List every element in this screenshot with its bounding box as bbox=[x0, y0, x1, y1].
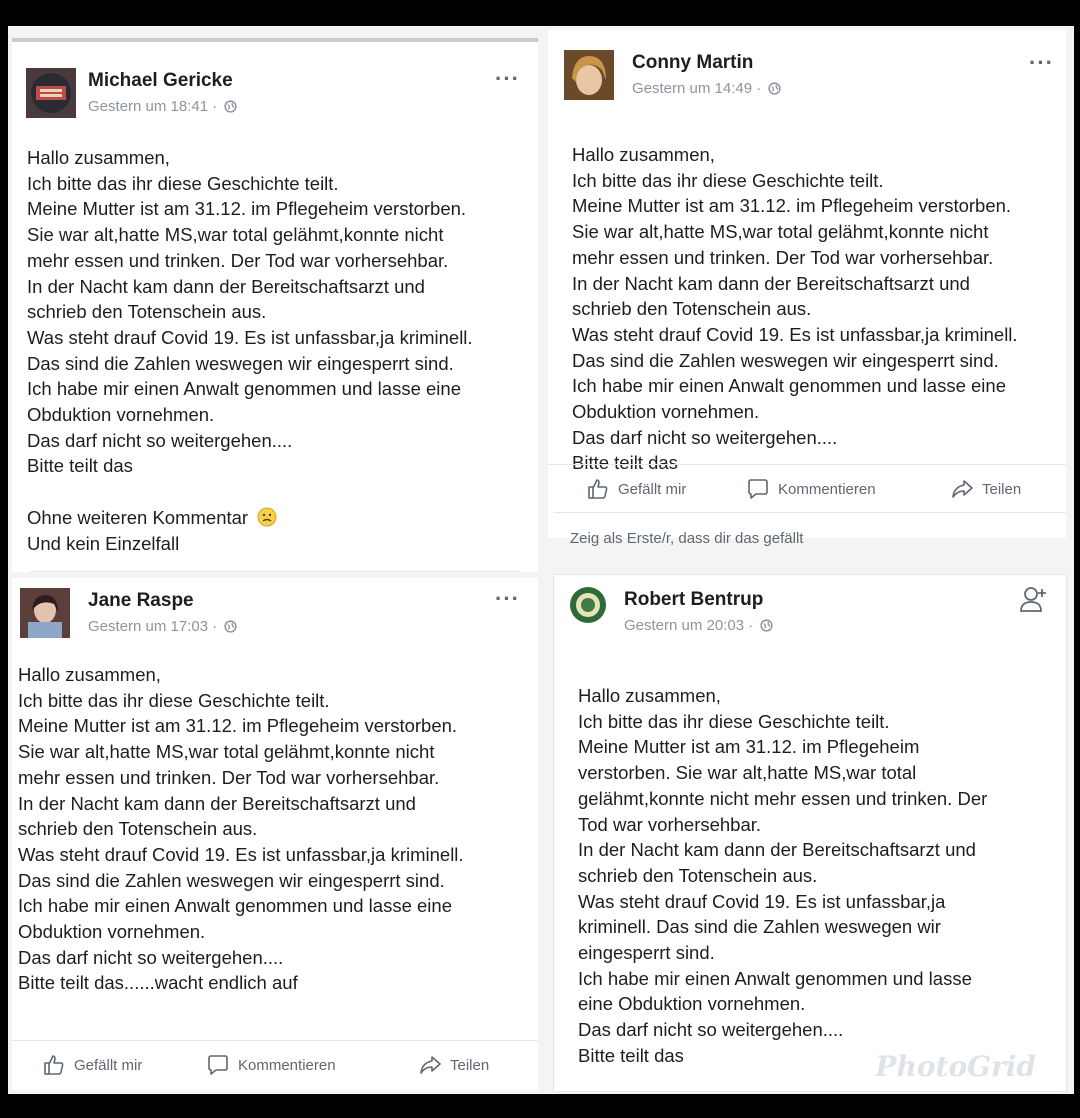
body-line: In der Nacht kam dann der Bereitschaftsarzt und bbox=[27, 275, 425, 297]
body-line: Ich bitte das ihr diese Geschichte teilt. bbox=[572, 169, 884, 191]
body-line: Ich bitte das ihr diese Geschichte teilt. bbox=[578, 710, 890, 732]
post-body bbox=[18, 662, 530, 996]
body-line: Hallo zusammen, bbox=[27, 147, 170, 168]
body-line: schrieb den Totenschein aus. bbox=[18, 818, 258, 840]
post-actions bbox=[548, 464, 1066, 513]
post-robert-bentrup bbox=[553, 574, 1067, 1092]
post-header bbox=[12, 578, 538, 658]
body-line: Ich bitte das ihr diese Geschichte teilt. bbox=[27, 172, 339, 194]
body-line: Sie war alt,hatte MS,war total gelähmt,konnte nicht bbox=[27, 224, 444, 246]
more-options-icon[interactable]: ··· bbox=[1029, 50, 1054, 75]
body-line: Ich bitte das ihr diese Geschichte teilt. bbox=[18, 689, 330, 711]
timestamp-text: Gestern um 17:03 · bbox=[88, 618, 218, 635]
likes-hint[interactable]: Zeig als Erste/r, dass dir das gefällt bbox=[570, 530, 804, 547]
body-line: Obduktion vornehmen. bbox=[572, 401, 760, 423]
globe-icon bbox=[768, 82, 781, 95]
post-jane-raspe bbox=[12, 578, 538, 1090]
avatar[interactable] bbox=[26, 68, 76, 118]
body-line: Das sind die Zahlen weswegen wir eingesperrt sind. bbox=[572, 349, 999, 371]
collage-canvas bbox=[8, 26, 1074, 1094]
avatar[interactable] bbox=[20, 588, 70, 638]
globe-icon bbox=[760, 619, 773, 632]
post-michael-gericke bbox=[12, 38, 538, 572]
body-line: Bitte teilt das bbox=[27, 455, 133, 477]
body-line: Meine Mutter ist am 31.12. im Pflegeheim verstorben. bbox=[18, 715, 458, 737]
body-line: Und kein Einzelfall bbox=[27, 532, 180, 554]
post-timestamp[interactable] bbox=[624, 617, 773, 634]
body-line: Ich habe mir einen Anwalt genommen und lasse eine bbox=[18, 895, 452, 917]
body-line bbox=[27, 505, 530, 531]
thumbs-up-icon bbox=[586, 477, 610, 501]
avatar[interactable] bbox=[570, 587, 606, 623]
body-line bbox=[27, 479, 530, 505]
author-name[interactable]: Robert Bentrup bbox=[624, 589, 764, 610]
body-line: Hallo zusammen, bbox=[572, 144, 715, 165]
body-line: Ich habe mir einen Anwalt genommen und lasse eine bbox=[572, 375, 1006, 397]
thumbs-up-icon bbox=[42, 1053, 66, 1077]
share-icon bbox=[950, 477, 974, 501]
body-line: Das sind die Zahlen weswegen wir eingesperrt sind. bbox=[18, 869, 445, 891]
share-button[interactable] bbox=[950, 477, 1021, 501]
body-line: Was steht drauf Covid 19. Es ist unfassbar,ja kriminell. bbox=[27, 326, 473, 348]
body-line: Obduktion vornehmen. bbox=[18, 921, 206, 943]
body-line: Bitte teilt das......wacht endlich auf bbox=[18, 972, 298, 994]
body-line: Meine Mutter ist am 31.12. im Pflegeheim verstorben. bbox=[27, 198, 467, 220]
post-conny-martin bbox=[548, 30, 1066, 547]
body-line: Bitte teilt das bbox=[578, 1044, 684, 1066]
post-divider bbox=[554, 512, 1066, 513]
body-line: Tod war vorhersehbar. bbox=[578, 813, 762, 835]
avatar[interactable] bbox=[564, 50, 614, 100]
post-timestamp[interactable] bbox=[88, 618, 237, 635]
post-body bbox=[578, 683, 1058, 1069]
body-line: schrieb den Totenschein aus. bbox=[572, 298, 812, 320]
like-button[interactable] bbox=[586, 477, 686, 501]
photogrid-watermark: PhotoGrid bbox=[875, 1050, 1036, 1083]
like-label: Gefällt mir bbox=[74, 1056, 143, 1074]
body-line: Sie war alt,hatte MS,war total gelähmt,konnte nicht bbox=[572, 221, 989, 243]
comment-button[interactable] bbox=[746, 477, 876, 501]
more-options-icon[interactable]: ··· bbox=[495, 586, 520, 611]
comment-label: Kommentieren bbox=[238, 1056, 336, 1074]
post-timestamp[interactable] bbox=[632, 80, 781, 97]
post-timestamp[interactable] bbox=[88, 98, 237, 115]
timestamp-text: Gestern um 20:03 · bbox=[624, 617, 754, 634]
body-line: schrieb den Totenschein aus. bbox=[27, 301, 267, 323]
post-actions bbox=[12, 1040, 538, 1089]
body-line: eine Obduktion vornehmen. bbox=[578, 993, 806, 1015]
comment-button[interactable] bbox=[206, 1053, 336, 1077]
timestamp-text: Gestern um 14:49 · bbox=[632, 80, 762, 97]
body-line: Obduktion vornehmen. bbox=[27, 404, 215, 426]
body-line: kriminell. Das sind die Zahlen weswegen wir bbox=[578, 916, 941, 938]
like-button[interactable] bbox=[42, 1053, 142, 1077]
post-body bbox=[572, 142, 1058, 476]
body-line: verstorben. Sie war alt,hatte MS,war total bbox=[578, 762, 917, 784]
body-line: Hallo zusammen, bbox=[18, 664, 161, 685]
body-line: In der Nacht kam dann der Bereitschaftsarzt und bbox=[572, 272, 970, 294]
post-header bbox=[554, 575, 1066, 655]
comment-label: Kommentieren bbox=[778, 480, 876, 498]
timestamp-text: Gestern um 18:41 · bbox=[88, 98, 218, 115]
comment-icon bbox=[206, 1053, 230, 1077]
body-line: Das darf nicht so weitergehen.... bbox=[27, 429, 293, 451]
body-line: In der Nacht kam dann der Bereitschaftsarzt und bbox=[578, 839, 976, 861]
body-line: Was steht drauf Covid 19. Es ist unfassbar,ja bbox=[578, 890, 946, 912]
more-options-icon[interactable]: ··· bbox=[495, 66, 520, 91]
share-button[interactable] bbox=[418, 1053, 489, 1077]
share-label: Teilen bbox=[450, 1056, 490, 1074]
body-line: Das darf nicht so weitergehen.... bbox=[18, 946, 284, 968]
author-name[interactable]: Conny Martin bbox=[632, 52, 754, 73]
body-line: Sie war alt,hatte MS,war total gelähmt,konnte nicht bbox=[18, 741, 435, 763]
add-friend-icon[interactable] bbox=[1018, 583, 1050, 620]
body-line: Meine Mutter ist am 31.12. im Pflegeheim bbox=[578, 736, 920, 758]
body-line: Das darf nicht so weitergehen.... bbox=[572, 426, 838, 448]
body-line: eingesperrt sind. bbox=[578, 942, 715, 964]
post-body bbox=[27, 145, 530, 556]
body-line: Hallo zusammen, bbox=[578, 685, 721, 706]
body-line: Meine Mutter ist am 31.12. im Pflegeheim verstorben. bbox=[572, 195, 1012, 217]
body-line: Das sind die Zahlen weswegen wir eingesperrt sind. bbox=[27, 352, 454, 374]
body-line: mehr essen und trinken. Der Tod war vorhersehbar. bbox=[18, 766, 440, 788]
body-line: mehr essen und trinken. Der Tod war vorhersehbar. bbox=[572, 246, 994, 268]
body-line: gelähmt,konnte nicht mehr essen und trinken. Der bbox=[578, 787, 988, 809]
post-header bbox=[12, 42, 538, 122]
globe-icon bbox=[224, 100, 237, 113]
post-divider bbox=[30, 571, 520, 572]
author-name[interactable]: Jane Raspe bbox=[88, 590, 194, 611]
post-header bbox=[548, 30, 1066, 110]
author-name[interactable]: Michael Gericke bbox=[88, 70, 233, 91]
body-line: Ich habe mir einen Anwalt genommen und lasse bbox=[578, 967, 972, 989]
body-line: schrieb den Totenschein aus. bbox=[578, 864, 818, 886]
body-line: Was steht drauf Covid 19. Es ist unfassbar,ja kriminell. bbox=[18, 843, 464, 865]
comment-icon bbox=[746, 477, 770, 501]
share-label: Teilen bbox=[982, 480, 1022, 498]
like-label: Gefällt mir bbox=[618, 480, 687, 498]
body-line: Das darf nicht so weitergehen.... bbox=[578, 1019, 844, 1041]
body-line-text: Ohne weiteren Kommentar bbox=[27, 506, 249, 528]
body-line: Was steht drauf Covid 19. Es ist unfassbar,ja kriminell. bbox=[572, 323, 1018, 345]
worried-face-emoji-icon bbox=[257, 507, 277, 527]
body-line: In der Nacht kam dann der Bereitschaftsarzt und bbox=[18, 792, 416, 814]
body-line: Ich habe mir einen Anwalt genommen und lasse eine bbox=[27, 378, 461, 400]
globe-icon bbox=[224, 620, 237, 633]
body-line: mehr essen und trinken. Der Tod war vorhersehbar. bbox=[27, 249, 449, 271]
share-icon bbox=[418, 1053, 442, 1077]
body-line: Bitte teilt das bbox=[572, 452, 678, 474]
